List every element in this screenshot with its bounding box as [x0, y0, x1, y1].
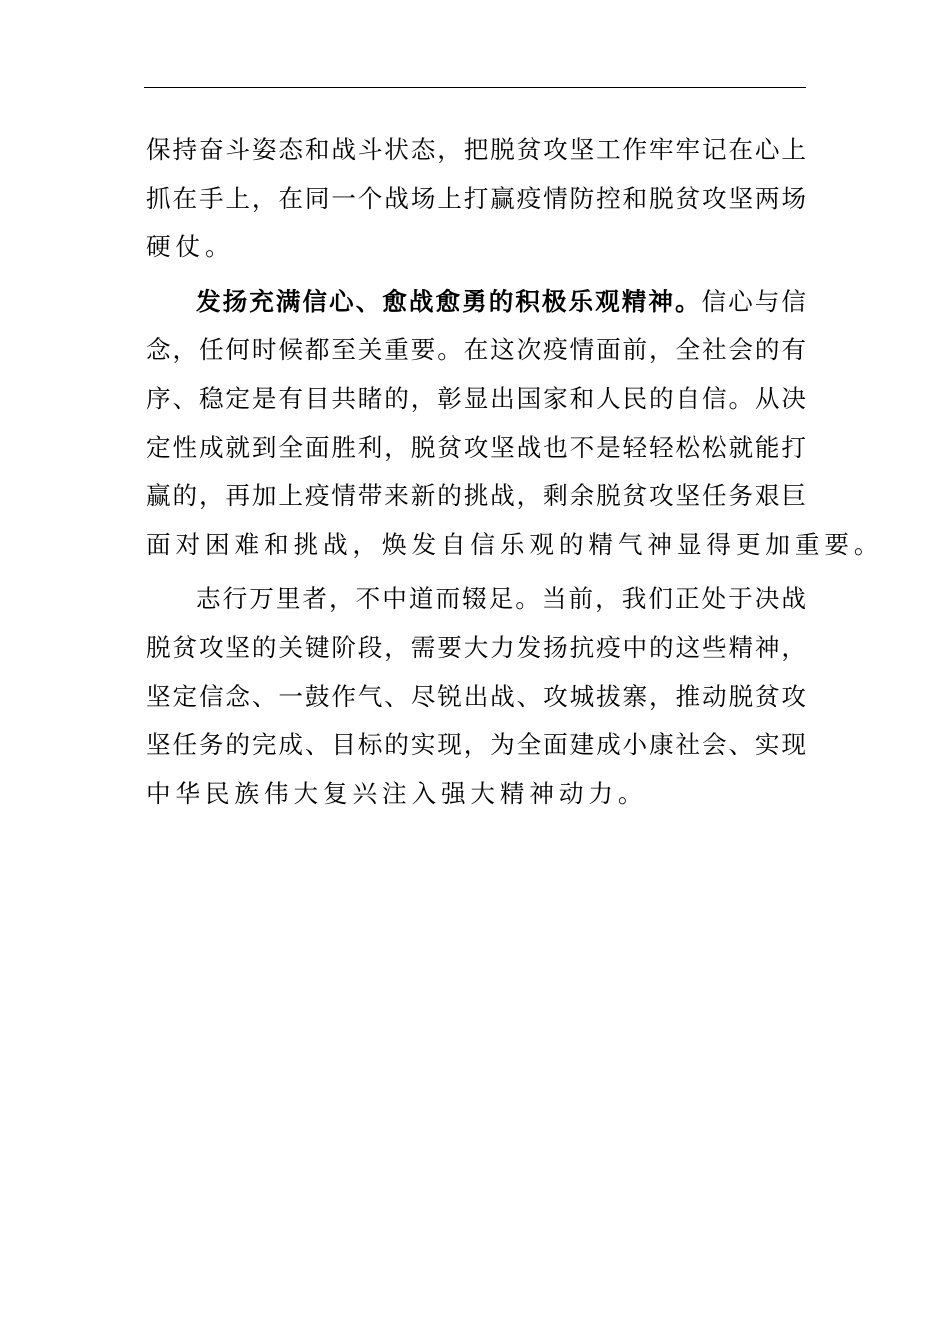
paragraph-line: 坚定信念、一鼓作气、尽锐出战、攻城拔寨，推动脱贫攻: [146, 681, 806, 711]
paragraph-heading: 发扬充满信心、愈战愈勇的积极乐观精神。: [196, 286, 702, 316]
paragraph-line: 坚任务的完成、目标的实现，为全面建成小康社会、实现: [146, 730, 806, 760]
paragraph-line: 面对困难和挑战，焕发自信乐观的精气神显得更加重要。: [146, 529, 884, 559]
paragraph-2: [146, 278, 884, 570]
paragraph-line: 中华民族伟大复兴注入强大精神动力。: [146, 778, 648, 808]
paragraph-line: 赢的，再加上疫情带来新的挑战，剩余脱贫攻坚任务艰巨: [146, 481, 806, 511]
paragraph-1: [146, 126, 806, 272]
paragraph-line: 念，任何时候都至关重要。在这次疫情面前，全社会的有: [146, 335, 806, 365]
paragraph-line: 硬仗。: [146, 232, 235, 262]
paragraph-3: [146, 575, 806, 818]
paragraph-line: 序、稳定是有目共睹的，彰显出国家和人民的自信。从决: [146, 383, 806, 413]
document-body: [146, 126, 884, 818]
paragraph-line: 脱贫攻坚的关键阶段，需要大力发扬抗疫中的这些精神，: [146, 632, 806, 662]
paragraph-heading-rest: 信心与信: [701, 286, 806, 316]
paragraph-first-line: [146, 278, 806, 327]
paragraph-line: 抓在手上，在同一个战场上打赢疫情防控和脱贫攻坚两场: [146, 183, 806, 213]
header-rule: [144, 87, 806, 88]
paragraph-line: 定性成就到全面胜利，脱贫攻坚战也不是轻轻松松就能打: [146, 432, 806, 462]
paragraph-line: 志行万里者，不中道而辍足。当前，我们正处于决战: [196, 584, 806, 614]
paragraph-line: 保持奋斗姿态和战斗状态，把脱贫攻坚工作牢牢记在心上: [146, 135, 806, 164]
